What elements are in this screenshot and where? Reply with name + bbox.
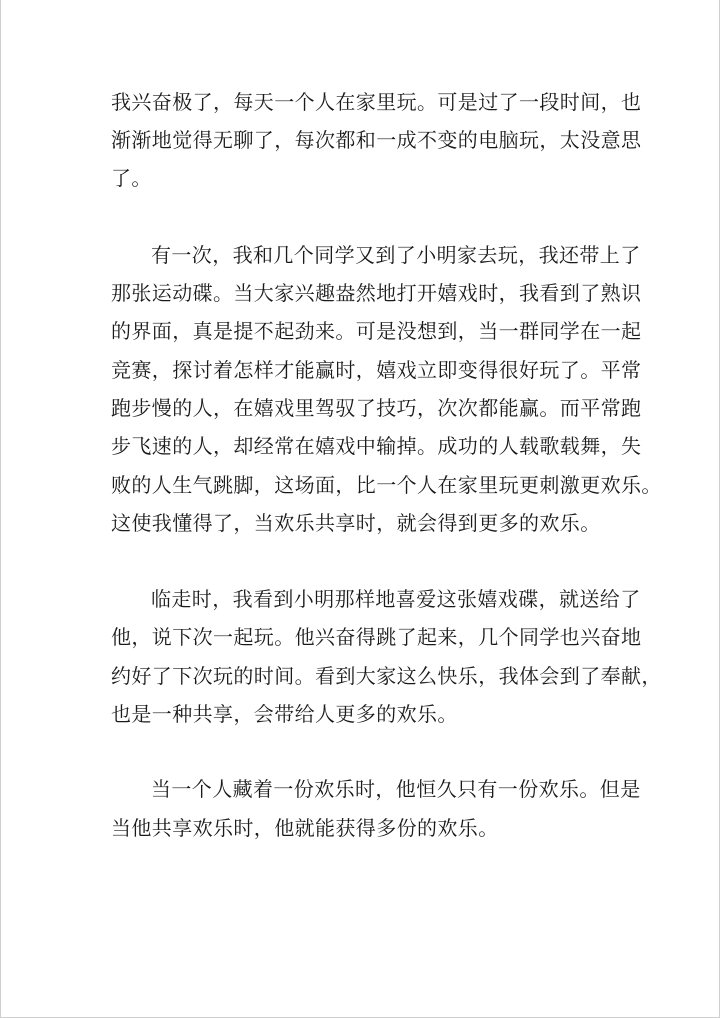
text-line: 渐渐地觉得无聊了，每次都和一成不变的电脑玩，太没意思: [111, 128, 642, 152]
text-line: 这使我懂得了，当欢乐共享时，就会得到更多的欢乐。: [111, 511, 601, 535]
text-line: 竞赛，探讨着怎样才能赢时，嬉戏立即变得很好玩了。平常: [111, 358, 642, 382]
text-line: 当他共享欢乐时，他就能获得多份的欢乐。: [111, 816, 499, 840]
text-line: 了。: [111, 166, 152, 190]
text-line: 有一次，我和几个同学又到了小明家去玩，我还带上了: [151, 243, 641, 267]
text-line: 那张运动碟。当大家兴趣盎然地打开嬉戏时，我看到了熟识: [111, 281, 642, 305]
text-line: 败的人生气跳脚，这场面，比一个人在家里玩更刺激更欢乐。: [111, 473, 662, 497]
text-line: 当一个人藏着一份欢乐时，他恒久只有一份欢乐。但是: [151, 777, 641, 801]
text-line: 也是一种共享，会带给人更多的欢乐。: [111, 702, 458, 726]
text-line: 步飞速的人，却经常在嬉戏中输掉。成功的人载歌载舞，失: [111, 434, 642, 458]
text-line: 的界面，真是提不起劲来。可是没想到，当一群同学在一起: [111, 319, 642, 343]
text-line: 临走时，我看到小明那样地喜爱这张嬉戏碟，就送给了: [151, 587, 641, 611]
text-line: 他，说下次一起玩。他兴奋得跳了起来，几个同学也兴奋地: [111, 625, 642, 649]
text-line: 跑步慢的人，在嬉戏里驾驭了技巧，次次都能赢。而平常跑: [111, 396, 642, 420]
text-line: 约好了下次玩的时间。看到大家这么快乐，我体会到了奉献，: [111, 664, 662, 688]
text-line: 我兴奋极了，每天一个人在家里玩。可是过了一段时间，也: [111, 90, 642, 114]
